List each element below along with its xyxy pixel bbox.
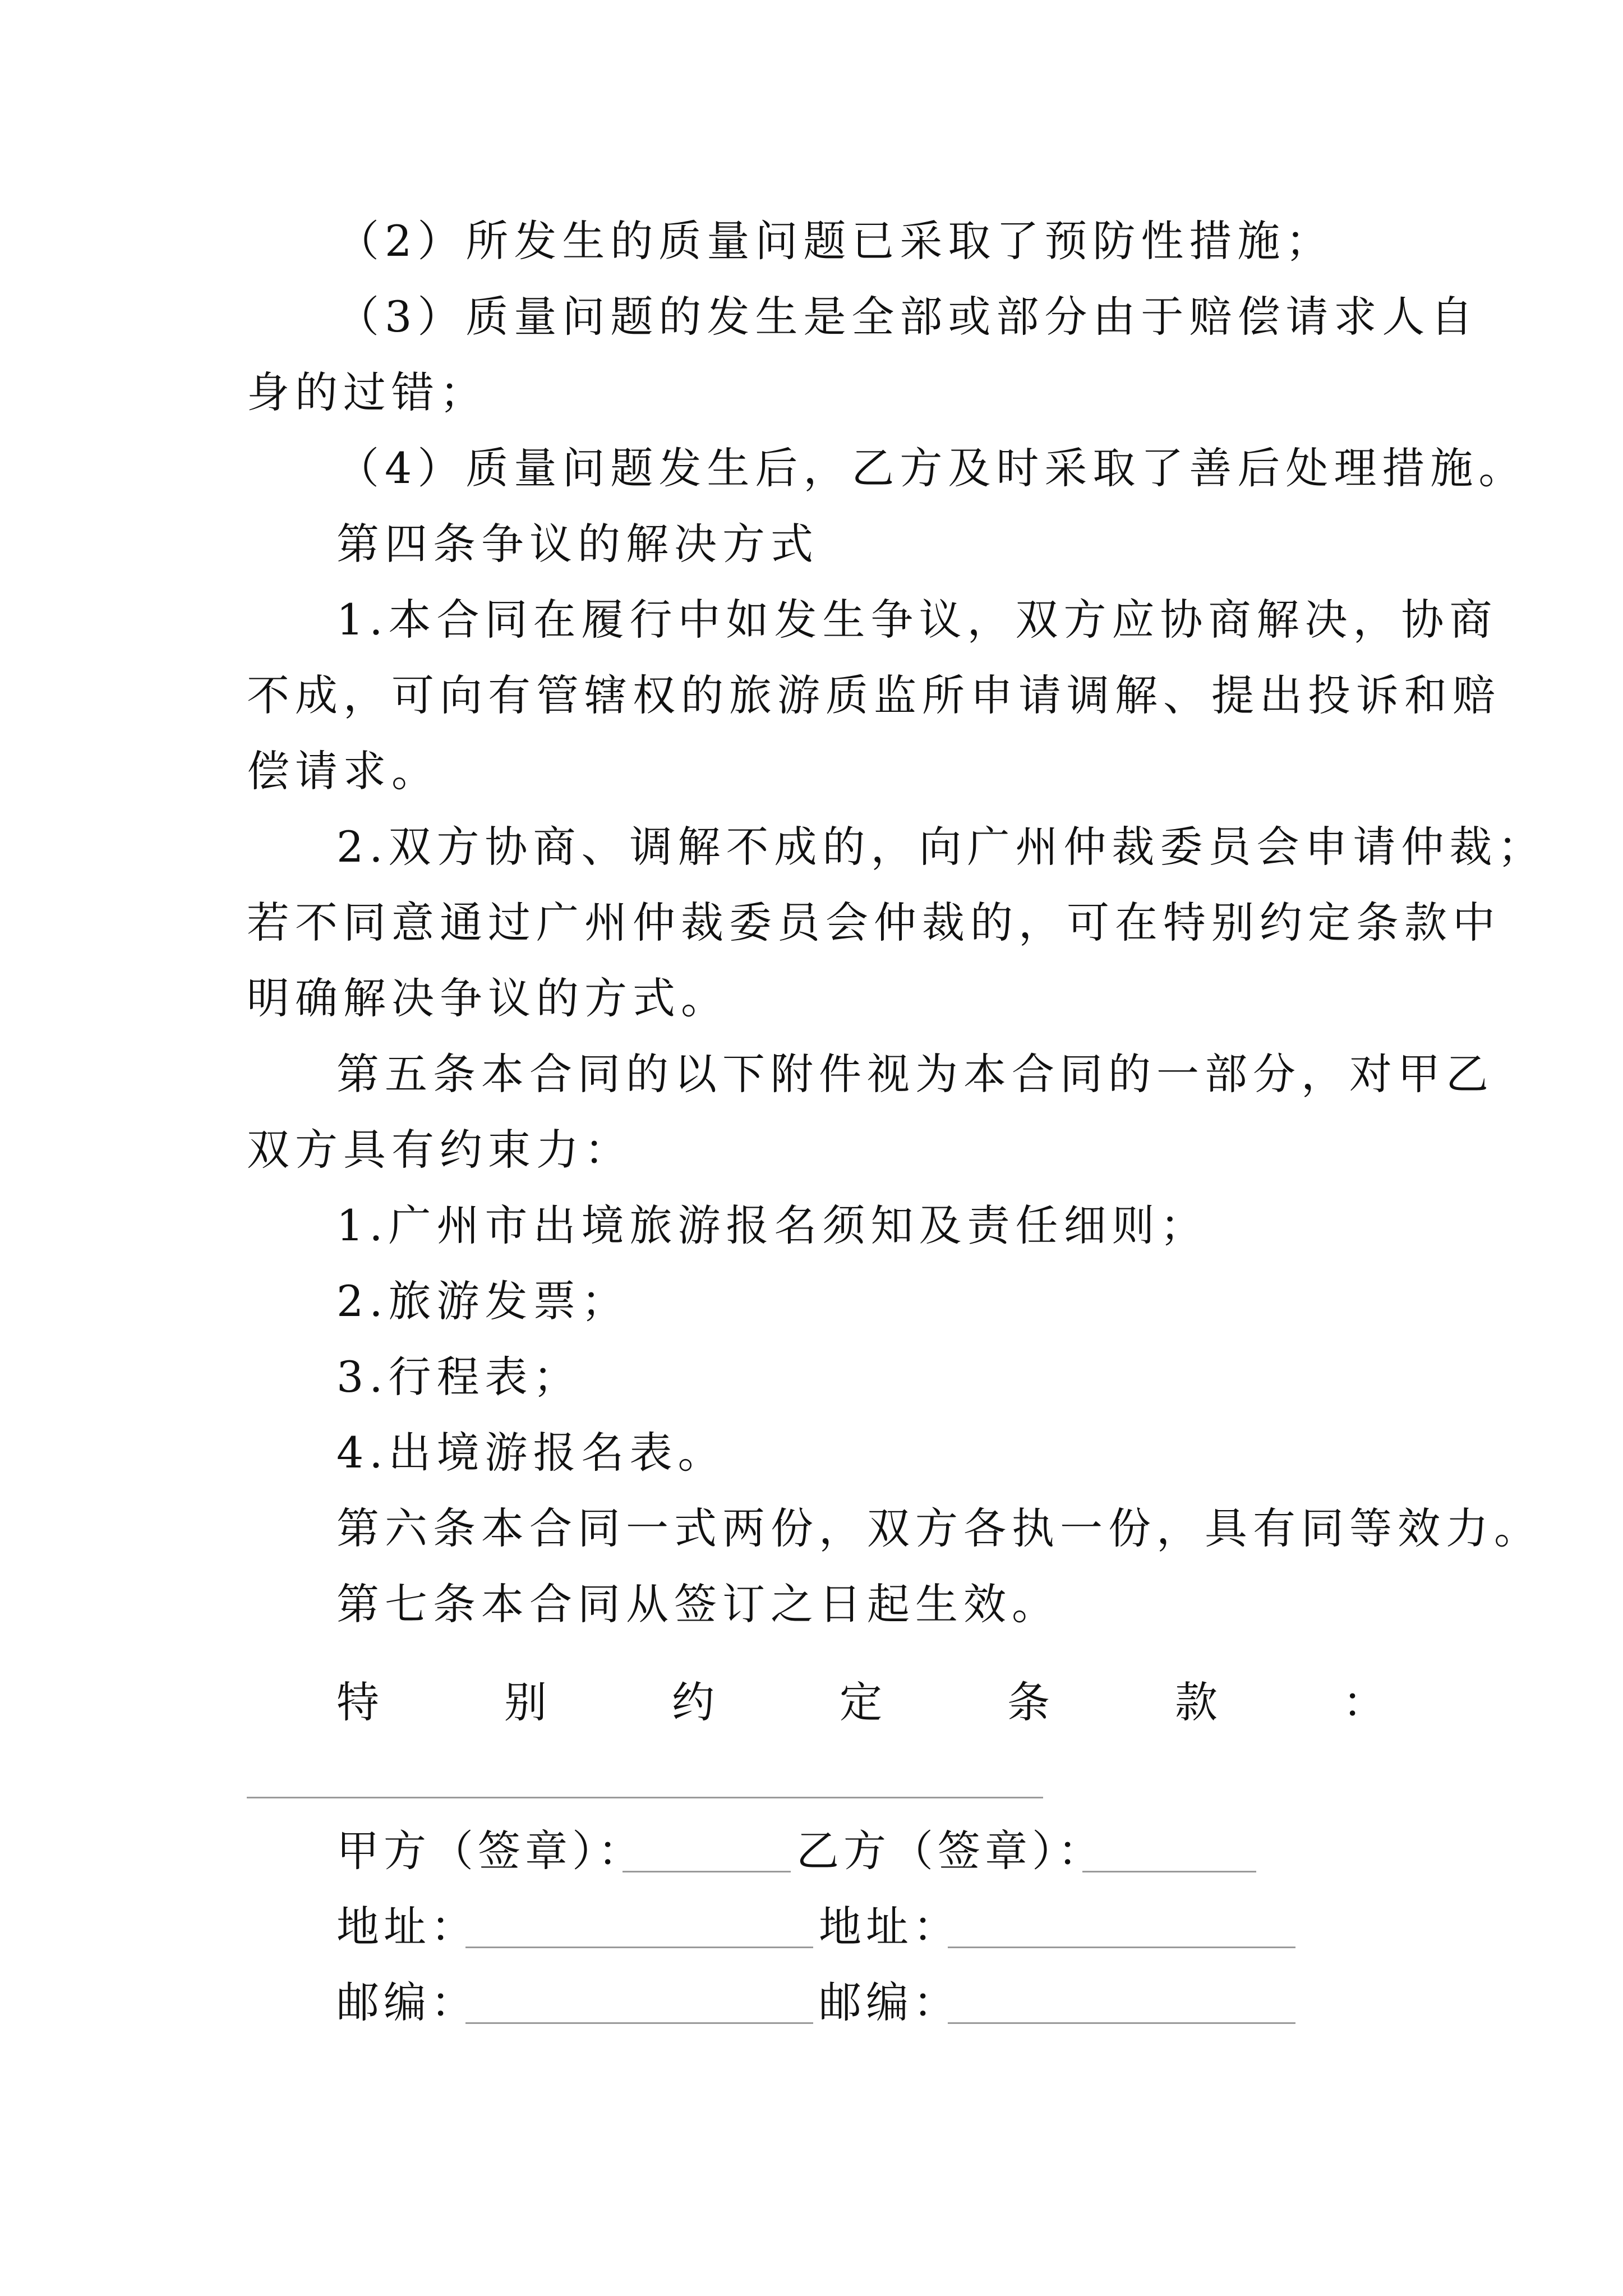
special-terms-heading: [336, 1674, 1385, 1731]
party-b-postcode-label: 邮编：: [819, 1977, 960, 2027]
article-4-heading: 第四条争议的解决方式: [336, 519, 819, 569]
article-4-para-1-line-1: 1.本合同在履行中如发生争议，双方应协商解决，协商: [336, 595, 1498, 645]
special-terms-char: 特: [336, 1677, 379, 1727]
article-4-para-1-line-3: 偿请求。: [247, 746, 440, 796]
article-5-line-1: 第五条本合同的以下附件视为本合同的一部分，对甲乙: [336, 1049, 1494, 1099]
special-terms-char: 款: [1175, 1677, 1218, 1727]
special-terms-char: 约: [672, 1677, 714, 1727]
article-6: 第六条本合同一式两份，双方各执一份，具有同等效力。: [336, 1503, 1542, 1553]
special-terms-char: 条: [1007, 1677, 1050, 1727]
special-terms-char: 定: [840, 1677, 882, 1727]
attachment-1: 1.广州市出境旅游报名须知及责任细则；: [336, 1200, 1209, 1250]
article-5-line-2: 双方具有约束力：: [247, 1125, 633, 1175]
clause-item-4: （4）质量问题发生后，乙方及时采取了善后处理措施。: [336, 443, 1527, 493]
party-b-signature-blank[interactable]: [1082, 1871, 1256, 1872]
party-a-postcode-label: 邮编：: [336, 1977, 478, 2027]
article-7: 第七条本合同从签订之日起生效。: [336, 1579, 1060, 1629]
special-terms-blank-line[interactable]: [247, 1797, 1043, 1798]
attachment-4: 4.出境游报名表。: [336, 1428, 726, 1478]
clause-item-3-line-2: 身的过错；: [247, 367, 488, 417]
article-4-para-2-line-3: 明确解决争议的方式。: [247, 973, 729, 1023]
party-a-signature-label: 甲方（签章）：: [336, 1826, 645, 1876]
party-a-postcode-blank[interactable]: [465, 2022, 813, 2024]
article-4-para-2-line-2: 若不同意通过广州仲裁委员会仲裁的，可在特别约定条款中: [247, 898, 1501, 947]
party-a-signature-blank[interactable]: [623, 1871, 791, 1872]
party-b-signature-label: 乙方（签章）：: [796, 1826, 1105, 1876]
article-4-para-2-line-1: 2.双方协商、调解不成的，向广州仲裁委员会申请仲裁；: [336, 822, 1546, 872]
clause-item-2: （2）所发生的质量问题已采取了预防性措施；: [336, 216, 1334, 266]
attachment-2: 2.旅游发票；: [336, 1276, 630, 1326]
attachment-3: 3.行程表；: [336, 1352, 582, 1402]
party-a-address-label: 地址：: [336, 1902, 478, 1952]
special-terms-char: ：: [1343, 1677, 1385, 1727]
party-b-postcode-blank[interactable]: [948, 2022, 1295, 2024]
party-b-address-blank[interactable]: [948, 1947, 1295, 1948]
party-b-address-label: 地址：: [819, 1902, 960, 1952]
clause-item-3-line-1: （3）质量问题的发生是全部或部分由于赔偿请求人自: [336, 292, 1479, 342]
article-4-para-1-line-2: 不成，可向有管辖权的旅游质监所申请调解、提出投诉和赔: [247, 670, 1501, 720]
special-terms-char: 别: [504, 1677, 547, 1727]
party-a-address-blank[interactable]: [465, 1947, 813, 1948]
